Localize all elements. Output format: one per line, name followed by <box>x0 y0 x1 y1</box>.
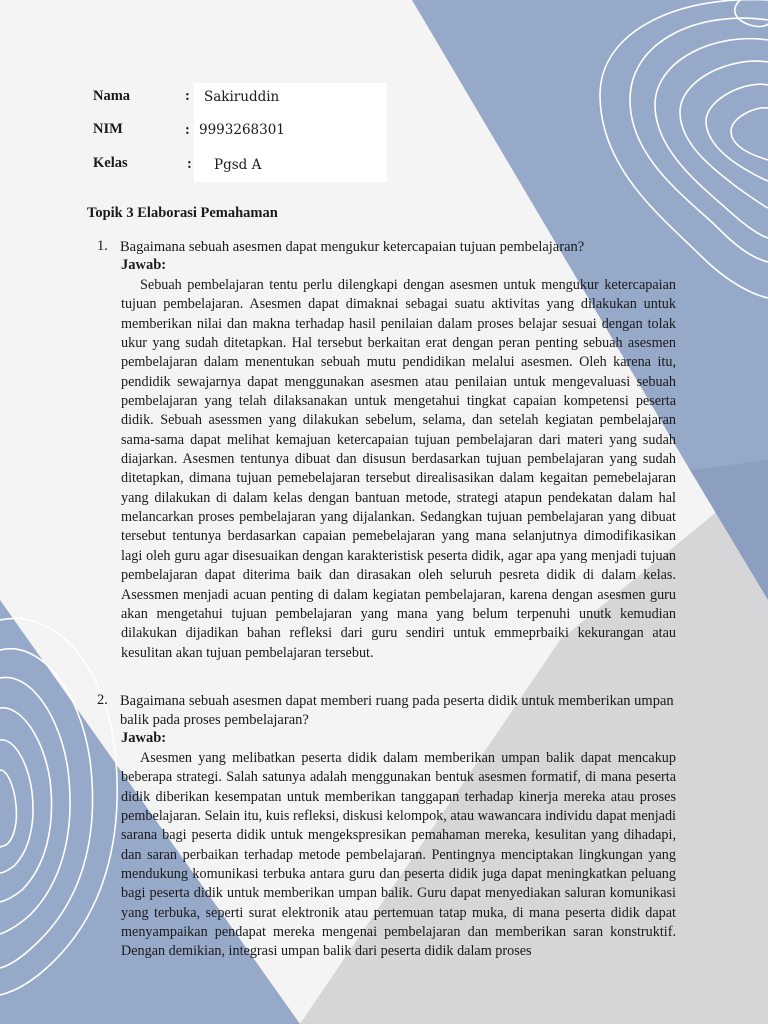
topic-heading: Topik 3 Elaborasi Pemahaman <box>87 205 278 221</box>
value-nim: 9993268301 <box>199 122 285 138</box>
answer-text: Sebuah pembelajaran tentu perlu dilengkapi dengan asesmen untuk mengukur ketercapaian tujuan pembelajaran. Asesmen dapat dimaknai sebagai suatu aktivitas yang dilakukan untuk memberikan nilai dan makna terhadap hasil penilaian dalam proses belajar sesuai dengan tolak ukur yang sudah ditetapkan. Hal tersebut berkaitan erat dengan peran penting sebuah asesmen pembelajaran dalam menentukan sebuah mutu pendidikan melalui asesmen. Oleh karena itu, pendidik sewajarnya dapat menggunakan asesmen atau penilaian untuk mengevaluasi sebuah pembelajaran yang telah dilaksanakan untuk mengetahui tingkat capaian kompetensi peserta didik. Sebuah asessmen yang dilakukan sebelum, selama, dan setelah kegiatan pembelajaran sama-sama dapat melihat kemajuan ketercapaian tujuan pembelajaran dari materi yang sudah diajarkan. Asesmen tentunya dibuat dan disusun berdasarkan tujuan pembelajaran yang sudah ditetapkan, dimana tujuan pemebelajaran tersebut direalisasikan dalam kegaitan pemebelajaran yang dilakukan di dalam kelas dengan bantuan metode, strategi atapun pendekatan dalam hal melancarkan proses pembelajaran yang dijalankan. Sedangkan tujuan pembelajaran yang dibuat tersebut tentunya berdasarkan capaian pemebelajaran yang mana selanjutnya dimodifikasikan lagi oleh guru agar disesuaikan dengan karakteristisk peserta didik, agar apa yang menjadi tujuan pembelajaran dapat diterima baik dan dirasakan oleh seluruh pesreta didik di dalam kelas. Asessmen menjadi acuan penting di dalam kegiatan pembelajaran, karena dengan asesmen guru akan mengetahui tujuan pembelajaran yang mana yang belum terpenuhi unutk kemudian dilakukan dijadikan bahan refleksi dari guru sendiri untuk emmeprbaiki kekurangan atau kesulitan akan tujuan pembelajaran tersebut. <box>121 277 676 661</box>
label-nama: Nama <box>93 88 131 104</box>
question-text: Bagaimana sebuah asesmen dapat mengukur ketercapaian tujuan pembelajaran? <box>120 239 585 255</box>
question-number: 1. <box>97 238 108 254</box>
question-text: Bagaimana sebuah asesmen dapat memberi ruang pada peserta didik untuk memberikan umpan balik pada proses pembelajaran? <box>120 693 674 728</box>
value-nama: Sakiruddin <box>204 89 280 105</box>
answer-label: Jawab: <box>121 730 167 746</box>
label-nim: NIM <box>93 121 123 137</box>
value-kelas: Pgsd A <box>214 157 262 173</box>
question-number: 2. <box>97 692 108 708</box>
answer-text: Asesmen yang melibatkan peserta didik dalam memberikan umpan balik dapat mencakup beberapa strategi. Salah satunya adalah menggunakan bentuk asesmen formatif, di mana peserta didik diberikan kesempatan untuk memberikan tanggapan terhadap kinerja mereka atau proses pembelajaran. Selain itu, kuis refleksi, diskusi kelompok, atau wawancara individu dapat menjadi sarana bagi peserta didik untuk mengekspresikan pemahaman mereka, kesulitan yang dihadapi, dan saran perbaikan terhadap metode pembelajaran. Pentingnya menciptakan lingkungan yang mendukung komunikasi terbuka antara guru dan peserta didik juga dapat meningkatkan peluang bagi peserta didik untuk memberikan umpan balik. Guru dapat menyediakan saluran komunikasi yang terbuka, seperti surat elektronik atau pertemuan tatap muka, di mana peserta didik dapat menyampaikan pendapat mereka mengenai pembelajaran dan memberikan saran konstruktif. Dengan demikian, integrasi umpan balik dari peserta didik dalam proses <box>121 750 676 960</box>
label-kelas: Kelas <box>93 155 128 171</box>
colon-kelas: : <box>187 156 192 172</box>
colon-nama: : <box>185 88 190 104</box>
colon-nim: : <box>185 122 190 138</box>
answer-label: Jawab: <box>121 257 167 273</box>
